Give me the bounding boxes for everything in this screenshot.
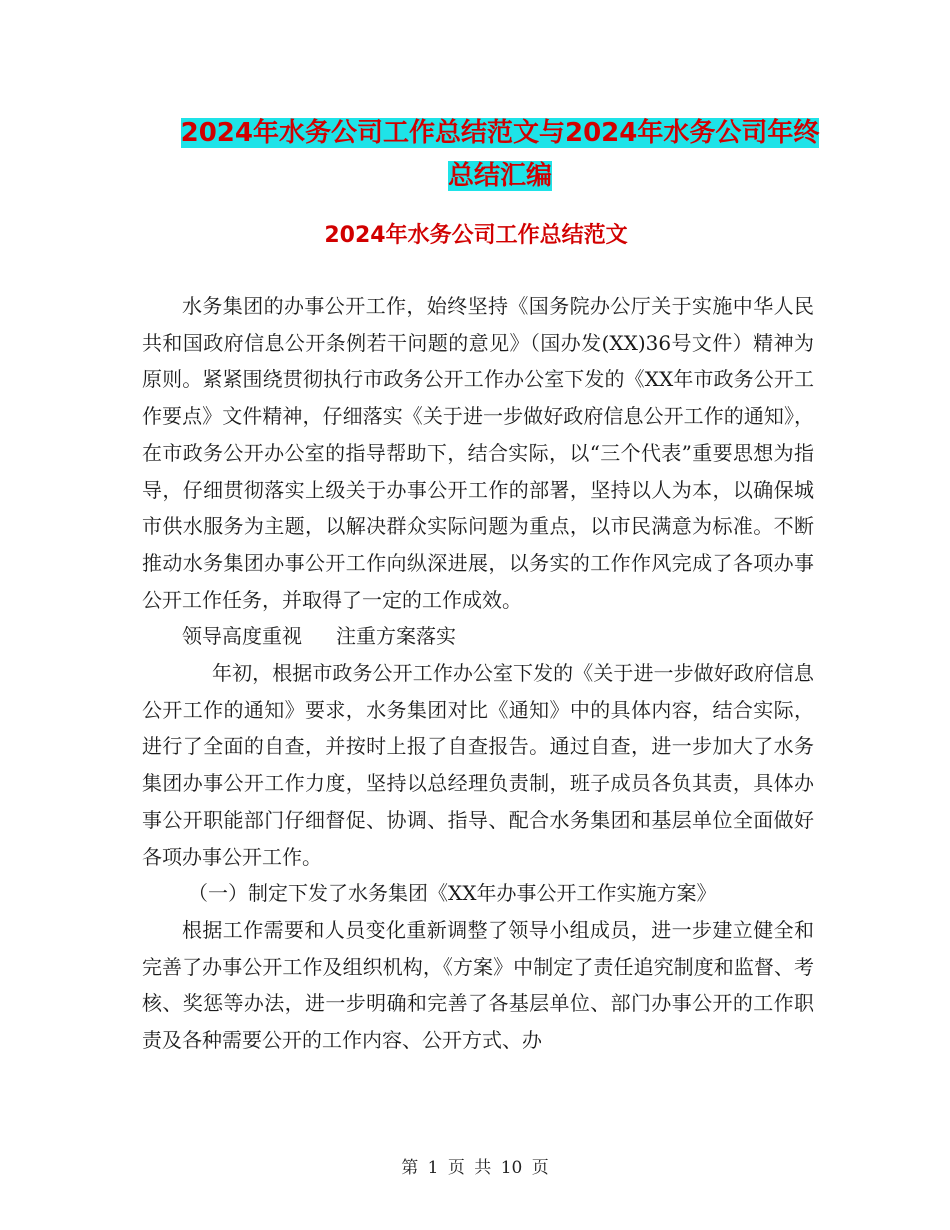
document-title — [140, 112, 860, 198]
heading-part-1: 领导高度重视 — [182, 624, 302, 649]
paragraph-intro: 水务集团的办事公开工作，始终坚持《国务院办公厅关于实施中华人民共和国政府信息公开条例若干问题的意见》（国办发(XX)36号文件）精神为原则。紧紧围绕贯彻执行市政务公开工作办公室下发的《XX年市政务公开工作要点》文件精神，仔细落实《关于进一步做好政府信息公开工作的通知》，在市政务公开办公室的指导帮助下，结合实际，以“三个代表”重要思想为指导，仔细贯彻落实上级关于办事公开工作的部署，坚持以人为本，以确保城市供水服务为主题，以解决群众实际问题为重点，以市民满意为标准。不断推动水务集团办事公开工作向纵深进展，以务实的工作作风完成了各项办事公开工作任务，并取得了一定的工作成效。 — [142, 294, 814, 612]
title-line-1: 2024年水务公司工作总结范文与2024年水务公司年终 — [180, 118, 820, 148]
document-body — [142, 288, 814, 1059]
title-line-2: 总结汇编 — [447, 161, 552, 191]
subheading-plan: （一）制定下发了水务集团《XX年办事公开工作实施方案》 — [188, 881, 717, 906]
paragraph-plan: 根据工作需要和人员变化重新调整了领导小组成员，进一步建立健全和完善了办事公开工作及组织机构，《方案》中制定了责任追究制度和监督、考核、奖惩等办法，进一步明确和完善了各基层单位、部门办事公开的工作职责及各种需要公开的工作内容、公开方式、办 — [142, 917, 814, 1053]
heading-part-2: 注重方案落实 — [336, 624, 456, 649]
section-title: 2024年水务公司工作总结范文 — [324, 223, 628, 248]
paragraph-self-check: 年初，根据市政务公开工作办公室下发的《关于进一步做好政府信息公开工作的通知》要求，水务集团对比《通知》中的具体内容，结合实际，进行了全面的自查，并按时上报了自查报告。通过自查，进一步加大了水务集团办事公开工作力度，坚持以总经理负责制，班子成员各负其责，具体办事公开职能部门仔细督促、协调、指导、配合水务集团和基层单位全面做好各项办事公开工作。 — [142, 661, 814, 869]
section-heading — [142, 618, 814, 655]
page-number-footer: 第 1 页 共 10 页 — [401, 1158, 549, 1178]
